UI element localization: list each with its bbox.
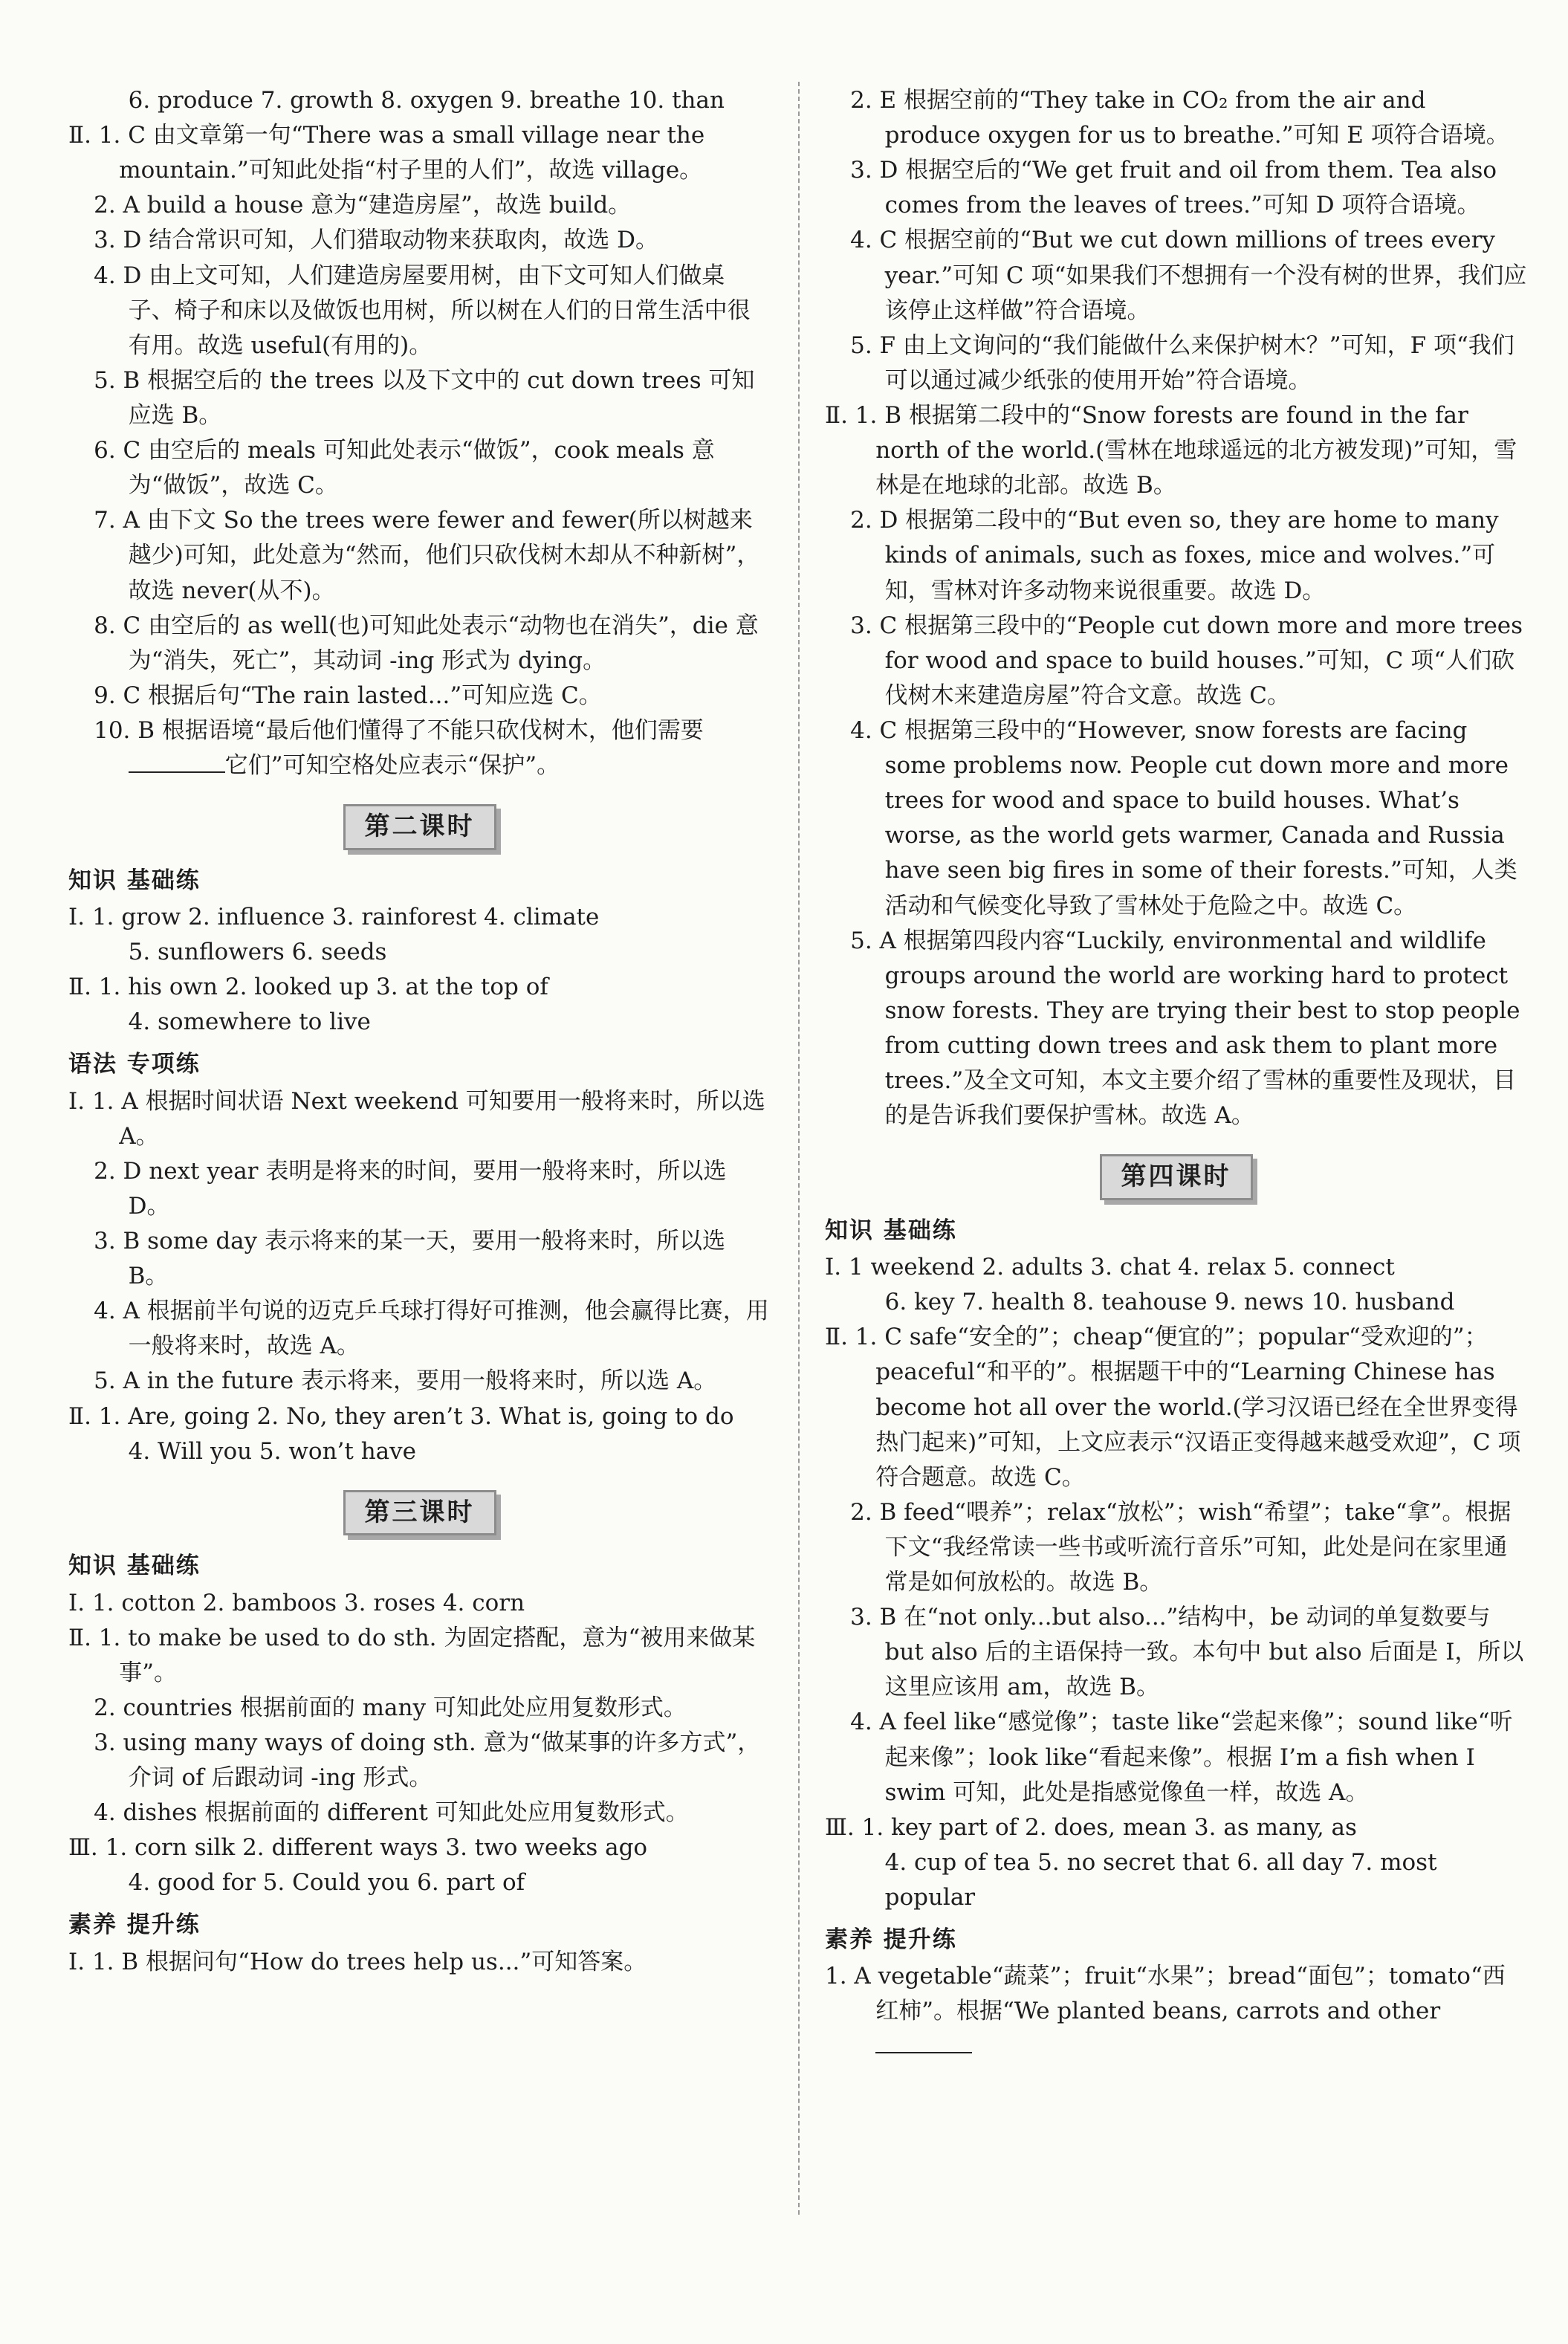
answer-line: 5. A in the future 表示将来，要用一般将来时，所以选 A。 [94, 1367, 717, 1395]
section-heading: 知识 基础练 [68, 1553, 201, 1580]
answer-line: 4. A 根据前半句说的迈克乒乓球打得好可推测，他会赢得比赛，用一般将来时，故选 A。 [94, 1298, 769, 1360]
answer-line: Ⅲ. 1. key part of 2. does, mean 3. as many, as [825, 1813, 1357, 1841]
column-divider [798, 82, 800, 2215]
lesson-heading: 第二课时 [343, 804, 496, 850]
answer-line [825, 1959, 1527, 2064]
answer-line: 4. good for 5. Could you 6. part of [128, 1869, 525, 1897]
answer-line: 6. key 7. health 8. teahouse 9. news 10. husband [884, 1289, 1455, 1316]
right-column [825, 83, 1527, 2065]
answer-line: 3. C 根据第三段中的“People cut down more and more trees for wood and space to build houses.”可知，C 项“人们砍伐树木来建造房屋”符合文意。故选 C。 [850, 612, 1523, 709]
answer-line: 2. countries 根据前面的 many 可知此处应用复数形式。 [94, 1694, 687, 1721]
answer-line: Ⅱ. 1. B 根据第二段中的“Snow forests are found in the far north of the world.(雪林在地球遥远的北方被发现)”可知，雪林是在地球的北部。故选 B。 [825, 401, 1517, 499]
lesson-heading-wrap [68, 804, 771, 850]
answer-line: 2. A build a house 意为“建造房屋”，故选 build。 [94, 192, 632, 219]
answer-line: 4. somewhere to live [128, 1008, 371, 1036]
answer-line: 2. B feed“喂养”；relax“放松”；wish“希望”；take“拿”。根据下文“我经常读一些书或听流行音乐”可知，此处是问在家里通常是如何放松的。故选 B。 [850, 1498, 1512, 1596]
answer-line: Ⅱ. 1. to make be used to do sth. 为固定搭配，意为“被用来做某事”。 [68, 1624, 756, 1686]
section-heading: 知识 基础练 [68, 867, 201, 894]
answer-line: 3. B 在“not only...but also...”结构中，be 动词的单复数要与 but also 后的主语保持一致。本句中 but also 后面是 I，所以这里应该用 am，故选 B。 [850, 1604, 1524, 1701]
answer-line: Ⅱ. 1. C 由文章第一句“There was a small village near the mountain.”可知此处指“村子里的人们”，故选 village。 [68, 122, 705, 184]
answer-line: 8. C 由空后的 as well(也)可知此处表示“动物也在消失”，die 意为“消失，死亡”，其动词 -ing 形式为 dying。 [94, 612, 759, 674]
answer-line: 6. produce 7. growth 8. oxygen 9. breathe 10. than [128, 87, 725, 114]
section-heading: 知识 基础练 [825, 1217, 957, 1244]
answer-line: 4. D 由上文可知，人们建造房屋要用树，由下文可知人们做桌子、椅子和床以及做饭也用树，所以树在人们的日常生活中很有用。故选 useful(有用的)。 [94, 262, 751, 359]
answer-line: 2. E 根据空前的“They take in CO₂ from the air and produce oxygen for us to breathe.”可知 E 项符合语境。 [850, 87, 1509, 149]
answer-text: 10. B 根据语境“最后他们懂得了不能只砍伐树木，他们需要 [94, 716, 704, 744]
answer-line: Ⅲ. 1. corn silk 2. different ways 3. two weeks ago [68, 1834, 648, 1862]
answer-line: 4. A feel like“感觉像”；taste like“尝起来像”；sound like“听起来像”；look like“看起来像”。根据 I’m a fish when I swim 可知，此处是指感觉像鱼一样，故选 A。 [850, 1709, 1513, 1806]
lesson-heading-wrap [68, 1490, 771, 1536]
answer-line: Ⅰ. 1. A 根据时间状语 Next weekend 可知要用一般将来时，所以选 A。 [68, 1087, 765, 1150]
answer-line: 3. using many ways of doing sth. 意为“做某事的许多方式”，介词 of 后跟动词 -ing 形式。 [94, 1729, 761, 1792]
answer-line: 3. D 根据空后的“We get fruit and oil from them. Tea also comes from the leaves of trees.”可知 D 项符合语境。 [850, 157, 1497, 219]
answer-line: 3. B some day 表示将来的某一天，要用一般将来时，所以选 B。 [94, 1227, 726, 1290]
answer-line: 2. D 根据第二段中的“But even so, they are home to many kinds of animals, such as foxes, mice and wolves.”可知，雪林对许多动物来说很重要。故选 D。 [850, 507, 1499, 604]
lesson-heading: 第四课时 [1100, 1154, 1253, 1200]
left-column [68, 83, 771, 1980]
answer-line: 4. C 根据第三段中的“However, snow forests are facing some problems now. People cut down more and more trees for wood and space to build houses. What’s worse, as the world gets warmer, Canada and Russia have seen big fires in some of their forests.”可知，人类活动和气候变化导致了雪林处于危险之中。故选 C。 [850, 716, 1517, 919]
answer-line: 3. D 结合常识可知，人们猎取动物来获取肉，故选 D。 [94, 227, 658, 254]
answer-text: 1. A vegetable“蔬菜”；fruit“水果”；bread“面包”；tomato“西红柿”。根据“We planted beans, carrots and other [825, 1963, 1506, 2025]
answer-line [68, 713, 771, 783]
answer-line: Ⅰ. 1 weekend 2. adults 3. chat 4. relax 5. connect [825, 1254, 1395, 1281]
blank-line [875, 2029, 972, 2053]
answer-line: 4. Will you 5. won’t have [128, 1437, 417, 1465]
lesson-heading-wrap [825, 1154, 1527, 1200]
answer-line: 4. dishes 根据前面的 different 可知此处应用复数形式。 [94, 1799, 689, 1827]
section-heading: 语法 专项练 [68, 1051, 201, 1078]
lesson-heading: 第三课时 [343, 1490, 496, 1536]
answer-line: Ⅱ. 1. his own 2. looked up 3. at the top of [68, 974, 548, 1001]
answer-line: Ⅱ. 1. C safe“安全的”；cheap“便宜的”；popular“受欢迎的”；peaceful“和平的”。根据题干中的“Learning Chinese has become hot all over the world.(学习汉语已经在全世界变得热门起来)”可知，上文应表示“汉语正变得越来越受欢迎”，C 项符合题意。故选 C。 [825, 1324, 1521, 1491]
answer-line: 4. cup of tea 5. no secret that 6. all day 7. most popular [884, 1848, 1437, 1911]
answer-line: 9. C 根据后句“The rain lasted...”可知应选 C。 [94, 681, 602, 709]
answer-line: Ⅱ. 1. Are, going 2. No, they aren’t 3. What is, going to do [68, 1402, 734, 1430]
answer-line: 6. C 由空后的 meals 可知此处表示“做饭”，cook meals 意为“做饭”，故选 C。 [94, 437, 715, 499]
blank-line [129, 748, 225, 773]
answer-line: 4. C 根据空前的“But we cut down millions of trees every year.”可知 C 项“如果我们不想拥有一个没有树的世界，我们应该停止这样做”符合语境。 [850, 227, 1527, 324]
answer-line: 5. A 根据第四段内容“Luckily, environmental and wildlife groups around the world are working hard to protect snow forests. They are trying their best to stop people from cutting down trees and ask them to plant more trees.”及全文可知，本文主要介绍了雪林的重要性及现状，目的是告诉我们要保护雪林。故选 A。 [850, 927, 1520, 1130]
answer-line: Ⅰ. 1. B 根据问句“How do trees help us...”可知答案。 [68, 1948, 647, 1975]
answer-line: Ⅰ. 1. grow 2. influence 3. rainforest 4. climate [68, 903, 600, 930]
answer-line: 2. D next year 表明是将来的时间，要用一般将来时，所以选 D。 [94, 1157, 727, 1220]
answer-text: 它们”可知空格处应表示“保护”。 [224, 752, 560, 780]
answer-line: 7. A 由下文 So the trees were fewer and fewer(所以树越来越少)可知，此处意为“然而，他们只砍伐树木却从不种新树”，故选 never(从不)。 [94, 507, 760, 604]
answer-line: 5. F 由上文询问的“我们能做什么来保护树木？”可知，F 项“我们可以通过减少纸张的使用开始”符合语境。 [850, 331, 1514, 394]
answer-line: 5. sunflowers 6. seeds [128, 939, 387, 966]
answer-line: 5. B 根据空后的 the trees 以及下文中的 cut down trees 可知应选 B。 [94, 366, 755, 429]
answer-line: Ⅰ. 1. cotton 2. bamboos 3. roses 4. corn [68, 1589, 525, 1616]
section-heading: 素养 提升练 [825, 1926, 957, 1954]
section-heading: 素养 提升练 [68, 1911, 201, 1939]
